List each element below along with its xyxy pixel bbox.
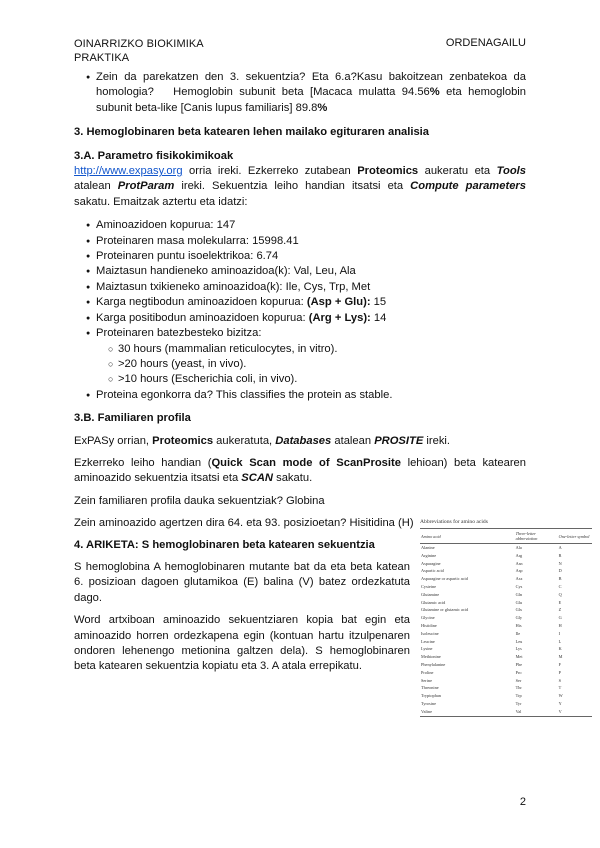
table-cell: V bbox=[558, 708, 592, 716]
table-cell: Histidine bbox=[421, 622, 437, 628]
table-row bbox=[420, 583, 592, 591]
list-item: ● Proteinaren masa molekularra: 15998.41 bbox=[74, 234, 526, 249]
table-row bbox=[420, 606, 592, 614]
table-cell: His bbox=[515, 622, 522, 628]
course-subtitle: PRAKTIKA bbox=[74, 52, 130, 64]
table-cell: Phenylalanine bbox=[421, 661, 446, 667]
parameters-list bbox=[74, 218, 526, 403]
table-cell: Tyrosine bbox=[421, 700, 436, 706]
table-cell: Ser bbox=[515, 677, 522, 683]
list-item: ○ 30 hours (mammalian reticulocytes, in vitro). bbox=[74, 342, 526, 357]
table-cell: Lys bbox=[515, 646, 522, 652]
list-item: ● Karga positibodun aminoazidoen kopurua: (Arg + Lys): 14 bbox=[74, 311, 526, 326]
table-cell: S bbox=[558, 677, 561, 683]
expasy-link[interactable]: http://www.expasy.org bbox=[74, 165, 183, 178]
table-cell: Asx bbox=[515, 576, 523, 582]
list-item: ● Proteinaren puntu isoelektrikoa: 6.74 bbox=[74, 249, 526, 264]
table-cell: Aspartic acid bbox=[421, 568, 444, 574]
table-cell: Ile bbox=[515, 630, 521, 636]
table-cell: Y bbox=[558, 700, 562, 706]
table-cell: Cysteine bbox=[421, 583, 437, 589]
table-cell: Lysine bbox=[421, 646, 433, 652]
table-row bbox=[420, 591, 592, 599]
table-cell: K bbox=[558, 646, 562, 652]
section-3b-p2: Ezkerreko leiho handian (Quick Scan mode of ScanProsite lehioan) beta katearen aminoazido sekuentzia itsatsi eta SCAN sakatu. bbox=[74, 456, 526, 485]
table-cell: Threonine bbox=[421, 685, 439, 691]
section-3a-title: 3.A. Parametro fisikokimikoak bbox=[74, 149, 234, 162]
table-row bbox=[420, 638, 592, 646]
table-cell: Arginine bbox=[421, 552, 437, 558]
table-cell: Trp bbox=[515, 693, 522, 699]
list-item: ● Maiztasun handieneko aminoazidoa(k): Val, Leu, Ala bbox=[74, 264, 526, 279]
table-cell: Methionine bbox=[421, 654, 441, 660]
col-header: Three-letter abbreviation bbox=[515, 529, 558, 544]
amino-acid-table-image bbox=[420, 519, 592, 739]
section-3a-text: http://www.expasy.org orria ireki. Ezkerreko zutabean Proteomics aukeratu eta Tools atalean ProtParam ireki. Sekuentzia leiho handian itsatsi eta Compute parameters sakatu. Emaitzak aztertu eta idatzi: bbox=[74, 165, 526, 208]
col-header: Amino acid bbox=[420, 529, 515, 544]
table-cell: P bbox=[558, 669, 561, 675]
table-row bbox=[420, 692, 592, 700]
section-3b-title: 3.B. Familiaren profila bbox=[74, 412, 191, 425]
half-life-list bbox=[74, 342, 526, 388]
table-cell: Leu bbox=[515, 638, 523, 644]
list-item: ● Maiztasun txikieneko aminoazidoa(k): Ile, Cys, Trp, Met bbox=[74, 280, 526, 295]
table-cell: Thr bbox=[515, 685, 522, 691]
table-row bbox=[420, 599, 592, 607]
amino-acid-table bbox=[420, 528, 592, 717]
table-cell: Valine bbox=[420, 708, 515, 716]
header-right: ORDENAGAILU bbox=[445, 37, 526, 49]
intro-list bbox=[74, 70, 526, 116]
table-cell: Z bbox=[558, 607, 562, 613]
table-row bbox=[420, 684, 592, 692]
table-cell: Serine bbox=[421, 677, 432, 683]
table-cell: L bbox=[558, 638, 562, 644]
table-cell: Glutamine or glutamic acid bbox=[421, 607, 469, 613]
table-row bbox=[420, 560, 592, 568]
table-cell: Leucine bbox=[421, 638, 435, 644]
table-cell: Gly bbox=[515, 615, 523, 621]
section-3b-q1: Zein familiaren profila dauka sekuentziak? Globina bbox=[74, 494, 325, 507]
list-item: ● Zein da parekatzen den 3. sekuentzia? Eta 6.a?Kasu bakoitzean zenbatekoa da homologia? Hemoglobin subunit beta [Macaca mulatta 94.56% eta hemoglobin subunit beta-like [Canis lupus familiaris] 89.8% bbox=[74, 70, 526, 116]
list-item: ● Aminoazidoen kopurua: 147 bbox=[74, 218, 526, 233]
table-cell: G bbox=[558, 615, 562, 621]
header-left bbox=[74, 37, 204, 65]
section-3b-q2: Zein aminoazido agertzen dira 64. eta 93. posizioetan? Hisitidina (H) bbox=[74, 517, 414, 530]
table-cell: Isoleucine bbox=[421, 630, 439, 636]
table-row bbox=[420, 677, 592, 685]
table-cell: Met bbox=[515, 654, 523, 660]
table-cell: Q bbox=[558, 591, 562, 597]
table-cell: B bbox=[558, 576, 562, 582]
table-cell: Asp bbox=[515, 568, 523, 574]
table-cell: Pro bbox=[515, 669, 522, 675]
table-cell: Tryptophan bbox=[421, 693, 441, 699]
table-cell: Cys bbox=[515, 583, 523, 589]
table-cell: Asparagine or aspartic acid bbox=[421, 576, 468, 582]
table-cell: Arg bbox=[515, 552, 523, 558]
list-item: ● Proteina egonkorra da? This classifies the protein as stable. bbox=[74, 388, 526, 403]
table-cell: M bbox=[558, 654, 563, 660]
table-row bbox=[420, 669, 592, 677]
table-cell: Gln bbox=[515, 591, 523, 597]
table-cell: Glx bbox=[515, 607, 523, 613]
table-cell: H bbox=[558, 622, 562, 628]
table-cell: Phe bbox=[515, 661, 523, 667]
table-cell: F bbox=[558, 661, 561, 667]
table-caption: Abbreviations for amino acids bbox=[420, 519, 488, 525]
table-cell: E bbox=[558, 599, 562, 605]
table-cell: T bbox=[558, 685, 562, 691]
table-row bbox=[420, 630, 592, 638]
table-cell: Asparagine bbox=[421, 560, 441, 566]
table-row bbox=[420, 700, 592, 708]
section-4-title: 4. ARIKETA: S hemoglobinaren beta katearen sekuentzia bbox=[74, 538, 375, 551]
table-cell: Val bbox=[515, 708, 558, 716]
table-cell: N bbox=[558, 560, 562, 566]
table-row bbox=[420, 614, 592, 622]
table-cell: Glutamine bbox=[421, 591, 440, 597]
table-header-row bbox=[420, 529, 592, 544]
section-3b-p1: ExPASy orrian, Proteomics aukeratuta, Databases atalean PROSITE ireki. bbox=[74, 434, 451, 447]
table-row bbox=[420, 661, 592, 669]
table-cell: Alanine bbox=[421, 545, 435, 550]
table-body bbox=[420, 544, 592, 717]
table-row bbox=[420, 552, 592, 560]
list-item: ○ >10 hours (Escherichia coli, in vivo). bbox=[74, 372, 526, 387]
list-item: ● Karga negtibodun aminoazidoen kopurua: (Asp + Glu): 15 bbox=[74, 295, 526, 310]
table-cell: R bbox=[558, 552, 562, 558]
table-cell: I bbox=[558, 630, 561, 636]
list-item: ● Proteinaren batezbesteko bizitza: ○ 30 hours (mammalian reticulocytes, in vitro). ○ >20 hours (yeast, in vivo). ○ >10 hours (Escherichia coli, in vivo). bbox=[74, 326, 526, 388]
table-cell: Proline bbox=[421, 669, 434, 675]
table-row bbox=[420, 708, 592, 716]
table-cell: C bbox=[558, 583, 562, 589]
table-cell: W bbox=[558, 693, 563, 699]
table-row bbox=[420, 622, 592, 630]
table-row bbox=[420, 653, 592, 661]
table-cell: Ala bbox=[515, 545, 522, 550]
section-4-p2: Word artxiboan aminoazido sekuentziaren kopia bat egin eta aminoazido horren ordezkapena egin (kontuan hartu itzulpenaren ondoren lehenengo metionina galtzen dela). S hemoglobinaren beta katearen sekuentzia kopiatu eta 3. A atala errepikatu. bbox=[74, 614, 410, 673]
section-3-title: 3. Hemoglobinaren beta katearen lehen mailako egituraren analisia bbox=[74, 126, 430, 139]
page-number: 2 bbox=[519, 796, 526, 808]
table-row bbox=[420, 645, 592, 653]
table-cell: A bbox=[558, 545, 562, 550]
table-row bbox=[420, 567, 592, 575]
table-cell: Glu bbox=[515, 599, 523, 605]
table-cell: D bbox=[558, 568, 562, 574]
table-cell: Tyr bbox=[515, 700, 522, 706]
section-4-p1: S hemoglobina A hemoglobinaren mutante bat da eta beta katean 6. posizioan dagoen glutamikoa (E) balina (V) batez ordezkatuta dago. bbox=[74, 560, 410, 604]
table-cell: Asn bbox=[515, 560, 523, 566]
col-header: One-letter symbol bbox=[558, 529, 592, 544]
table-cell: Glycine bbox=[421, 615, 435, 621]
table-row bbox=[420, 575, 592, 583]
course-title: OINARRIZKO BIOKIMIKA bbox=[74, 38, 204, 50]
table-cell: Glutamic acid bbox=[421, 599, 446, 605]
list-item: ○ >20 hours (yeast, in vivo). bbox=[74, 357, 526, 372]
table-row bbox=[420, 544, 592, 552]
